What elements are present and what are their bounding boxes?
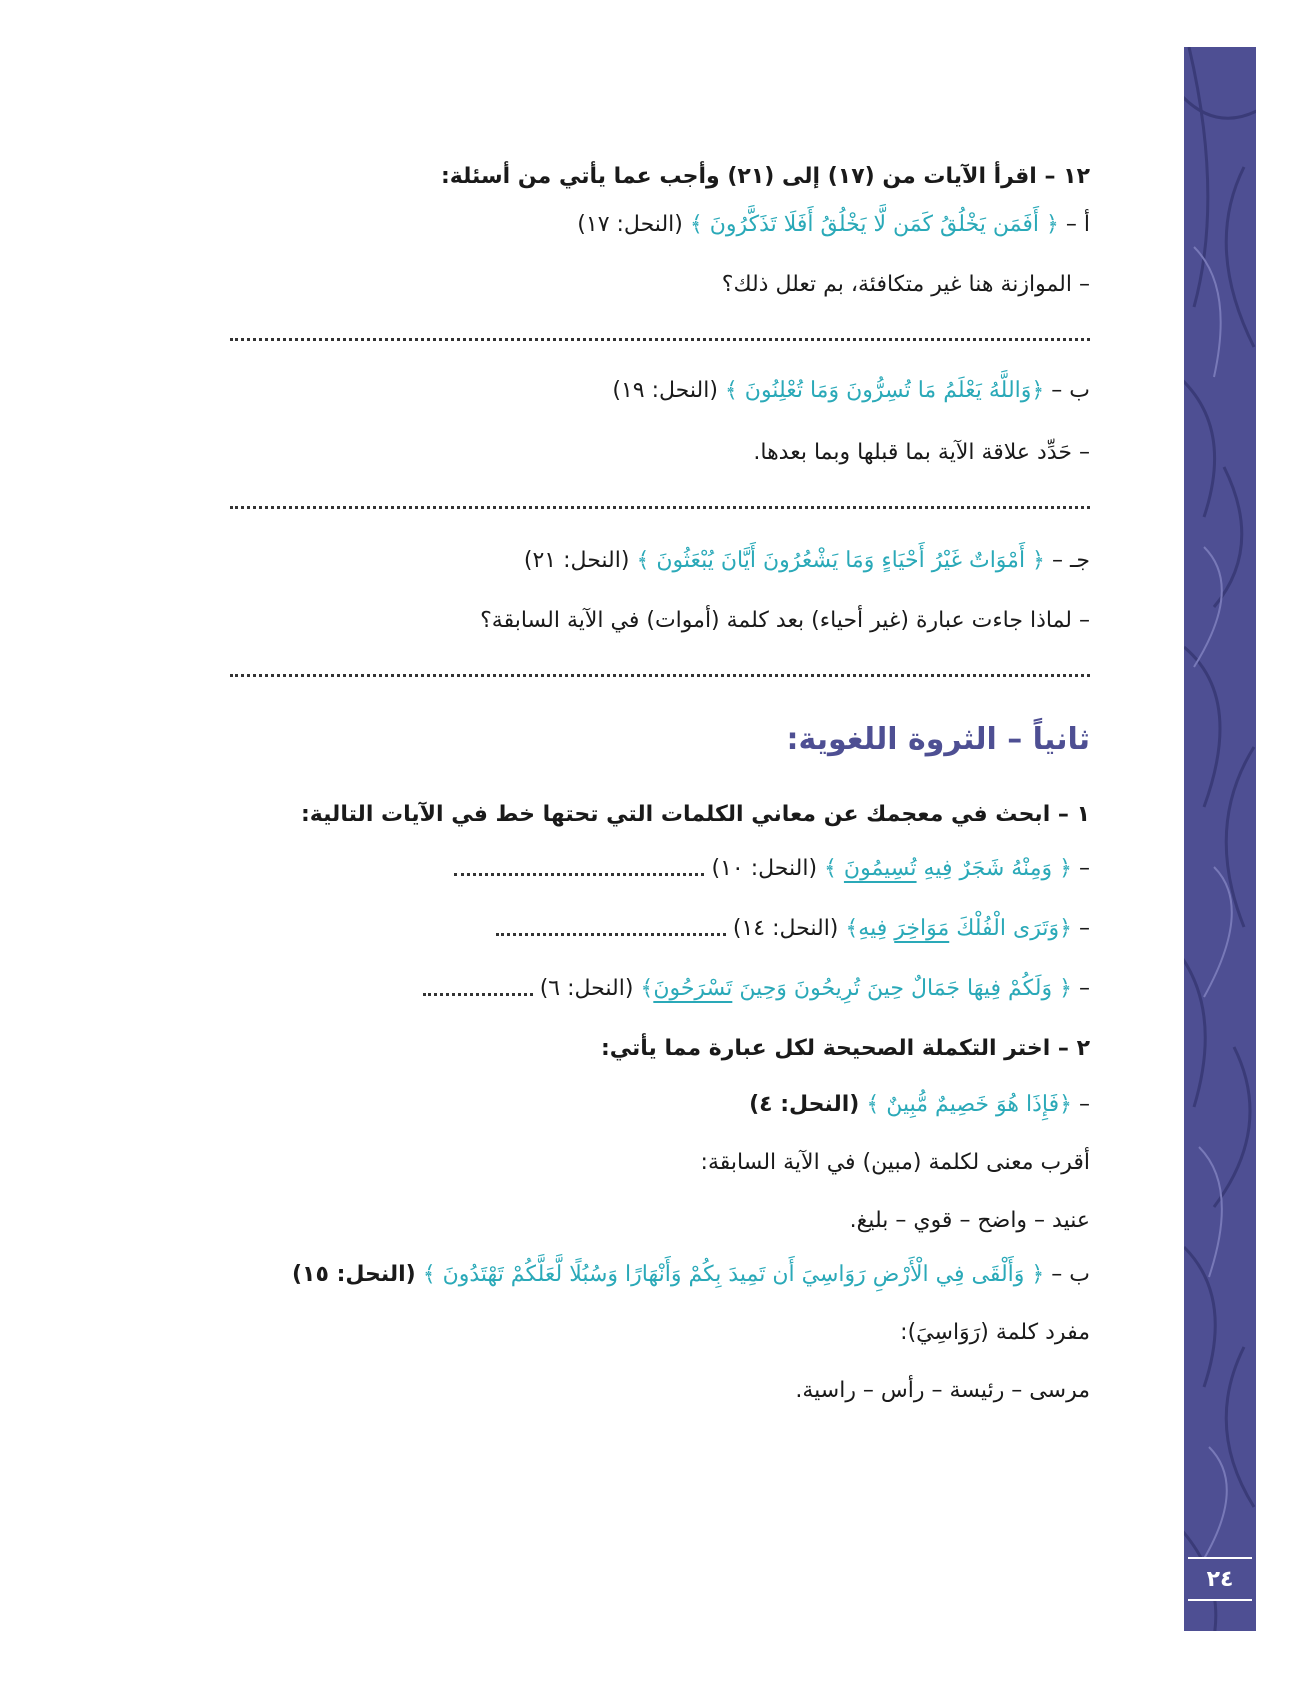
item-c-question: – لماذا جاءت عبارة (غير أحياء) بعد كلمة (أموات) في الآية السابقة؟ [480,608,1090,633]
underlined-word: تُسِيمُونَ [843,856,917,881]
choice-b-ref: (النحل: ١٥) [291,1262,416,1287]
vocab-item-3-ref: (النحل: ٦) [539,976,634,1001]
question-12-title: ١٢ – اقرأ الآيات من (١٧) إلى (٢١) وأجب عما يأتي من أسئلة: [440,164,1090,189]
item-b-marker: ب – [1051,378,1090,403]
verse-part: فِيهِ﴾ [845,916,895,941]
vocab-item-3 [423,972,1090,1006]
vocab-item-1-verse [824,856,1072,881]
choice-a-prompt: أقرب معنى لكلمة (مبين) في الآية السابقة: [700,1150,1090,1175]
item-c-ref: (النحل: ٢١) [523,548,630,573]
vocab-item-3-verse [640,976,1072,1001]
item-a-verse: ﴿ أَفَمَن يَخْلُقُ كَمَن لَّا يَخْلُقُ أَفَلَا تَذَكَّرُونَ ﴾ [689,212,1059,237]
vocab-item-1-dash: – [1079,856,1090,881]
decorative-side-band [1184,47,1256,1631]
band-pattern [1184,47,1256,1631]
item-c-verse-line [524,544,1090,578]
question-1-title: ١ – ابحث في معجمك عن معاني الكلمات التي تحتها خط في الآيات التالية: [300,802,1090,827]
item-a-question: – الموازنة هنا غير متكافئة، بم تعلل ذلك؟ [721,272,1090,297]
answer-line-b[interactable] [230,504,1090,509]
verse-part: ﴿ وَمِنْهُ شَجَرٌ فِيهِ [916,856,1072,881]
choice-a-ref: (النحل: ٤) [749,1092,860,1117]
choice-a-verse: ﴿فَإِذَا هُوَ خَصِيمٌ مُّبِينٌ ﴾ [866,1092,1072,1117]
vocab-item-2 [496,912,1090,946]
vocab-item-1-ref: (النحل: ١٠) [711,856,818,881]
answer-blank-3[interactable] [423,983,533,996]
choice-a-verse-line [749,1088,1090,1122]
answer-blank-2[interactable] [496,923,726,936]
vocab-item-1 [454,852,1090,886]
answer-blank-1[interactable] [454,863,704,876]
answer-line-a[interactable] [230,336,1090,341]
verse-part: ﴾ [824,856,844,881]
item-b-ref: (النحل: ١٩) [612,378,718,403]
vocab-item-2-verse [845,916,1072,941]
choice-b-verse: ﴿ وَأَلْقَى فِي الْأَرْضِ رَوَاسِيَ أَن تَمِيدَ بِكُمْ وَأَنْهَارًا وَسُبُلًا لَّعَلَّكُمْ تَهْتَدُونَ ﴾ [422,1262,1045,1287]
choice-b-marker: ب – [1051,1262,1090,1287]
item-a-ref: (النحل: ١٧) [577,212,683,237]
choice-b-prompt: مفرد كلمة (رَوَاسِيَ): [900,1320,1090,1345]
item-c-verse: ﴿ أَمْوَاتٌ غَيْرُ أَحْيَاءٍ وَمَا يَشْعُرُونَ أَيَّانَ يُبْعَثُونَ ﴾ [636,548,1045,573]
verse-part: ﴿وَتَرَى الْفُلْكَ [949,916,1072,941]
underlined-word: تَسْرَحُونَ [653,976,733,1001]
choice-b-verse-line [292,1258,1090,1292]
choice-a-dash: – [1079,1092,1090,1117]
item-a-marker: أ – [1065,212,1090,237]
vocab-item-2-ref: (النحل: ١٤) [732,916,839,941]
section-title-lexical: ثانياً – الثروة اللغوية: [786,722,1090,757]
vocab-item-2-dash: – [1079,916,1090,941]
choice-b-options: مرسى – رئيسة – رأس – راسية. [795,1378,1090,1403]
item-b-verse: ﴿وَاللَّهُ يَعْلَمُ مَا تُسِرُّونَ وَمَا تُعْلِنُونَ ﴾ [724,378,1045,403]
question-2-title: ٢ – اختر التكملة الصحيحة لكل عبارة مما يأتي: [600,1036,1090,1061]
item-b-verse-line [612,374,1090,408]
item-c-marker: جـ – [1051,548,1090,573]
page-number: ٢٤ [1188,1557,1252,1601]
verse-part: ﴾ [640,976,654,1001]
choice-a-options: عنيد – واضح – قوي – بليغ. [849,1208,1090,1233]
item-a-verse-line [577,208,1090,242]
item-b-question: – حَدِّد علاقة الآية بما قبلها وبما بعدها. [753,440,1090,465]
answer-line-c[interactable] [230,672,1090,677]
vocab-item-3-dash: – [1079,976,1090,1001]
verse-part: ﴿ وَلَكُمْ فِيهَا جَمَالٌ حِينَ تُرِيحُونَ وَحِينَ [732,976,1072,1001]
underlined-word: مَوَاخِرَ [894,916,950,941]
